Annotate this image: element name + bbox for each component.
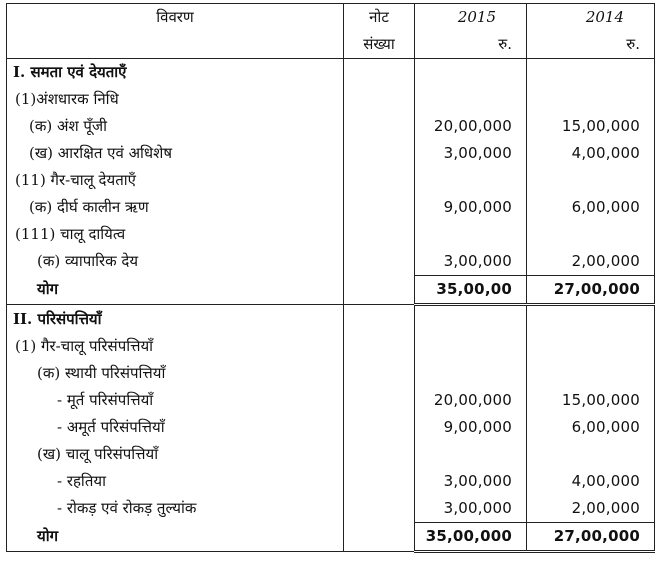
row-label: (111) चालू दायित्व: [7, 221, 344, 248]
row-value-2014: [527, 441, 655, 468]
row-value-2015: [415, 86, 527, 113]
table-row: [7, 113, 655, 140]
table-row: [7, 305, 655, 334]
row-note: [344, 167, 415, 194]
header-row-2: [7, 31, 655, 59]
row-value-2014: 4,00,000: [527, 468, 655, 495]
header-blank: [7, 31, 344, 59]
row-note: [344, 221, 415, 248]
row-value-2015: 3,00,000: [415, 468, 527, 495]
row-label: (1)अंशधारक निधि: [7, 86, 344, 113]
row-label: - मूर्त परिसंपत्तियाँ: [7, 387, 344, 414]
row-note: [344, 360, 415, 387]
header-note-number: संख्या: [344, 31, 415, 59]
row-note: [344, 140, 415, 167]
row-label: - रहतिया: [7, 468, 344, 495]
row-note: [344, 468, 415, 495]
row-note: [344, 414, 415, 441]
row-value-2014: [527, 333, 655, 360]
table-row: [7, 248, 655, 276]
table-row: [7, 140, 655, 167]
row-value-2014: 6,00,000: [527, 194, 655, 221]
row-value-2015: 9,00,000: [415, 194, 527, 221]
row-value-2014: 2,00,000: [527, 248, 655, 276]
row-value-2015: [415, 221, 527, 248]
total-label: योग: [7, 276, 344, 305]
row-value-2014: [527, 360, 655, 387]
table-row: [7, 387, 655, 414]
total-row-assets: [7, 523, 655, 552]
row-label: - रोकड़ एवं रोकड़ तुल्यांक: [7, 495, 344, 523]
row-label: (क) अंश पूँजी: [7, 113, 344, 140]
table-row: [7, 441, 655, 468]
balance-sheet-table: [6, 3, 655, 553]
row-value-2014: 2,00,000: [527, 495, 655, 523]
row-label: II. परिसंपत्तियाँ: [7, 305, 344, 334]
table-row: [7, 194, 655, 221]
row-note: [344, 387, 415, 414]
row-value-2015: 9,00,000: [415, 414, 527, 441]
row-value-2015: [415, 167, 527, 194]
row-value-2014: [527, 86, 655, 113]
table-row: [7, 86, 655, 113]
table-row: [7, 495, 655, 523]
row-label: (क) स्थायी परिसंपत्तियाँ: [7, 360, 344, 387]
row-value-2014: 15,00,000: [527, 387, 655, 414]
row-value-2015: 3,00,000: [415, 495, 527, 523]
row-value-2014: 6,00,000: [527, 414, 655, 441]
row-label: (ख) आरक्षित एवं अधिशेष: [7, 140, 344, 167]
row-value-2015: 20,00,000: [415, 387, 527, 414]
total-2014: 27,00,000: [527, 276, 655, 305]
table-row: [7, 468, 655, 495]
row-value-2014: 4,00,000: [527, 140, 655, 167]
header-row-1: [7, 4, 655, 32]
header-year-2014: 2014: [527, 4, 655, 32]
row-label: (क) दीर्घ कालीन ऋण: [7, 194, 344, 221]
row-note: [344, 248, 415, 276]
total-2015: 35,00,00: [415, 276, 527, 305]
row-value-2015: [415, 360, 527, 387]
row-value-2014: [527, 167, 655, 194]
row-value-2015: [415, 305, 527, 334]
table-row: [7, 414, 655, 441]
header-year-2015: 2015: [415, 4, 527, 32]
row-value-2015: [415, 59, 527, 87]
header-note: नोट: [344, 4, 415, 32]
row-value-2014: [527, 305, 655, 334]
row-note: [344, 333, 415, 360]
table-row: [7, 333, 655, 360]
row-note: [344, 113, 415, 140]
total-note: [344, 276, 415, 305]
balance-sheet: [6, 3, 654, 559]
row-note: [344, 59, 415, 87]
row-label: - अमूर्त परिसंपत्तियाँ: [7, 414, 344, 441]
row-label: (ख) चालू परिसंपत्तियाँ: [7, 441, 344, 468]
header-unit-2014: रु.: [527, 31, 655, 59]
row-value-2014: 15,00,000: [527, 113, 655, 140]
row-note: [344, 86, 415, 113]
row-value-2014: [527, 221, 655, 248]
row-value-2015: [415, 333, 527, 360]
row-label: (क) व्यापारिक देय: [7, 248, 344, 276]
total-2015: 35,00,000: [415, 523, 527, 552]
row-value-2015: [415, 441, 527, 468]
table-row: [7, 59, 655, 87]
total-note: [344, 523, 415, 552]
row-label: (1) गैर-चालू परिसंपत्तियाँ: [7, 333, 344, 360]
row-note: [344, 441, 415, 468]
total-label: योग: [7, 523, 344, 552]
table-row: [7, 360, 655, 387]
header-particulars: विवरण: [7, 4, 344, 32]
row-note: [344, 495, 415, 523]
table-row: [7, 221, 655, 248]
row-note: [344, 305, 415, 334]
row-value-2015: 3,00,000: [415, 248, 527, 276]
row-value-2015: 3,00,000: [415, 140, 527, 167]
row-value-2015: 20,00,000: [415, 113, 527, 140]
header-unit-2015: रु.: [415, 31, 527, 59]
total-row-liabilities: [7, 276, 655, 305]
row-note: [344, 194, 415, 221]
total-2014: 27,00,000: [527, 523, 655, 552]
row-label: (11) गैर-चालू देयताएँ: [7, 167, 344, 194]
table-row: [7, 167, 655, 194]
row-value-2014: [527, 59, 655, 87]
row-label: I. समता एवं देयताएँ: [7, 59, 344, 87]
